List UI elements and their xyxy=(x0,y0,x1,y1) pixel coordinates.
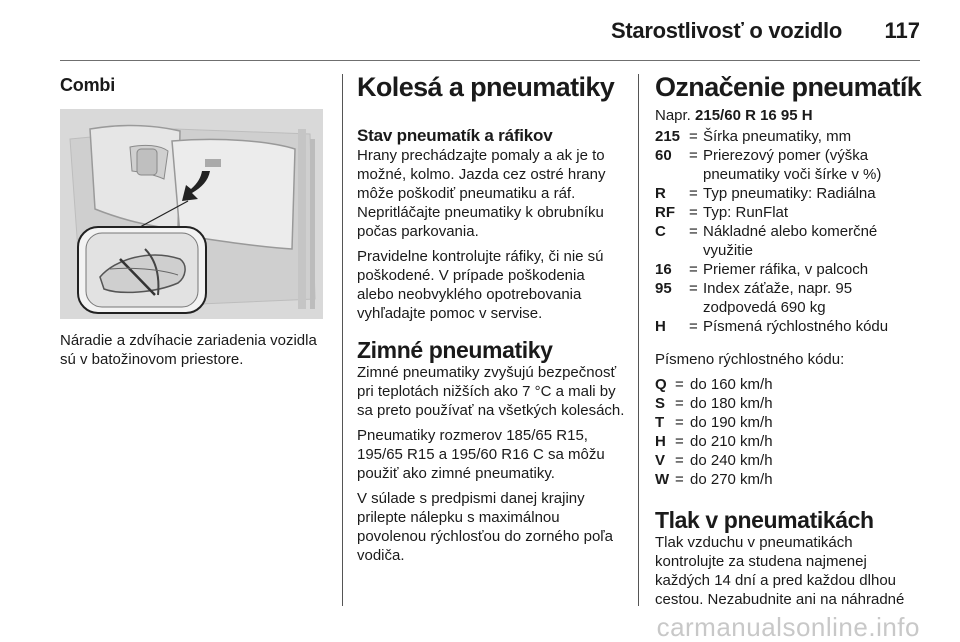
speed-value: do 240 km/h xyxy=(690,452,773,469)
definition-row xyxy=(655,222,925,260)
watermark: carmanualsonline.info xyxy=(656,612,920,642)
definition-key: 60 xyxy=(655,147,672,164)
definition-row xyxy=(655,127,925,146)
speed-code-intro: Písmeno rýchlostného kódu: xyxy=(655,351,845,368)
speed-key: H xyxy=(655,433,666,450)
definition-row xyxy=(655,317,925,336)
definition-key: R xyxy=(655,185,666,202)
definition-equals: = xyxy=(689,204,698,221)
winter-tyres-paragraph-3: V súlade s predpismi danej krajiny prilepte nálepku s maximálnou povolenou rýchlosťou do zorného poľa vodiča. xyxy=(357,490,614,564)
designation-definition-list xyxy=(655,127,925,336)
definition-row xyxy=(655,260,925,279)
tyre-condition-heading: Stav pneumatík a ráfikov xyxy=(357,126,553,145)
figure-caption: Náradie a zdvíhacie zariadenia vozidla sú v batožinovom priestore. xyxy=(60,332,317,368)
definition-equals: = xyxy=(689,223,698,240)
speed-row xyxy=(655,451,925,470)
definition-key: 95 xyxy=(655,280,672,297)
definition-row xyxy=(655,279,925,317)
speed-key: V xyxy=(655,452,666,469)
definition-value: Priemer ráfika, v palcoch xyxy=(703,261,869,278)
definition-value: Nákladné alebo komerčné využitie xyxy=(703,223,878,259)
speed-row xyxy=(655,470,925,489)
tyre-condition-paragraph-2: Pravidelne kontrolujte ráfiky, či nie sú poškodené. V prípade poškodenia alebo neobvyklého opotrebovania vyhľadajte pomoc v servise. xyxy=(357,248,604,322)
definition-equals: = xyxy=(689,280,698,297)
definition-value: Typ pneumatiky: Radiálna xyxy=(703,185,876,202)
page-header xyxy=(0,0,960,62)
speed-key: Q xyxy=(655,376,667,393)
speed-row xyxy=(655,432,925,451)
speed-equals: = xyxy=(675,452,684,469)
definition-value: Písmená rýchlostného kódu xyxy=(703,318,889,335)
example-code: 215/60 R 16 95 H xyxy=(695,107,813,124)
speed-equals: = xyxy=(675,471,684,488)
speed-equals: = xyxy=(675,376,684,393)
tyre-pressure-heading: Tlak v pneumatikách xyxy=(655,507,874,533)
speed-key: S xyxy=(655,395,666,412)
definition-value: Šírka pneumatiky, mm xyxy=(703,128,852,145)
header-title: Starostlivosť o vozidlo xyxy=(610,18,842,43)
wheels-tyres-title: Kolesá a pneumatiky xyxy=(357,72,615,102)
tyre-designation-title: Označenie pneumatík xyxy=(655,72,922,102)
page-number: 117 xyxy=(884,18,920,43)
definition-value: Index záťaže, napr. 95 zodpovedá 690 kg xyxy=(703,280,853,316)
definition-value: Prierezový pomer (výška pneumatiky voči šírke v %) xyxy=(703,147,882,183)
left-column xyxy=(60,74,330,369)
speed-value: do 190 km/h xyxy=(690,414,773,431)
tyre-pressure-paragraph: Tlak vzduchu v pneumatikách kontrolujte za studena najmenej každých 14 dní a pred každou dlhou cestou. Nezabudnite ani na náhradné xyxy=(655,534,905,608)
speed-value: do 210 km/h xyxy=(690,433,773,450)
winter-tyres-paragraph-2: Pneumatiky rozmerov 185/65 R15, 195/65 R15 a 195/60 R16 C sa môžu použiť ako zimné pneumatiky. xyxy=(357,427,605,482)
winter-tyres-heading: Zimné pneumatiky xyxy=(357,337,553,363)
definition-equals: = xyxy=(689,147,698,164)
speed-equals: = xyxy=(675,414,684,431)
speed-key: T xyxy=(655,414,665,431)
definition-key: 215 xyxy=(655,128,681,145)
example-prefix: Napr. xyxy=(655,107,691,124)
speed-row xyxy=(655,394,925,413)
definition-row xyxy=(655,184,925,203)
speed-row xyxy=(655,413,925,432)
combi-heading: Combi xyxy=(60,75,115,95)
column-divider-right xyxy=(638,74,639,606)
column-divider-left xyxy=(342,74,343,606)
definition-equals: = xyxy=(689,128,698,145)
trunk-drawing xyxy=(60,109,323,319)
speed-value: do 160 km/h xyxy=(690,376,773,393)
definition-key: RF xyxy=(655,204,675,221)
header-divider xyxy=(60,60,920,61)
speed-value: do 270 km/h xyxy=(690,471,773,488)
speed-value: do 180 km/h xyxy=(690,395,773,412)
speed-code-list xyxy=(655,375,925,489)
speed-row xyxy=(655,375,925,394)
definition-row xyxy=(655,146,925,184)
definition-equals: = xyxy=(689,261,698,278)
definition-row xyxy=(655,203,925,222)
definition-key: H xyxy=(655,318,666,335)
definition-key: C xyxy=(655,223,666,240)
speed-key: W xyxy=(655,471,670,488)
speed-equals: = xyxy=(675,395,684,412)
definition-value: Typ: RunFlat xyxy=(703,204,789,221)
definition-key: 16 xyxy=(655,261,672,278)
speed-equals: = xyxy=(675,433,684,450)
example-line xyxy=(655,106,925,125)
right-column xyxy=(655,74,925,609)
winter-tyres-paragraph-1: Zimné pneumatiky zvyšujú bezpečnosť pri teplotách nižších ako 7 °C a mali by sa preto používať na všetkých kolesách. xyxy=(357,364,625,419)
tyre-condition-paragraph-1: Hrany prechádzajte pomaly a ak je to možné, kolmo. Jazda cez ostré hrany môže poškodiť pneumatiku a ráf. Nepritláčajte pneumatiky k obrubníku počas parkovania. xyxy=(357,147,606,240)
definition-equals: = xyxy=(689,318,698,335)
middle-column xyxy=(357,74,625,565)
definition-equals: = xyxy=(689,185,698,202)
trunk-illustration xyxy=(60,109,323,319)
